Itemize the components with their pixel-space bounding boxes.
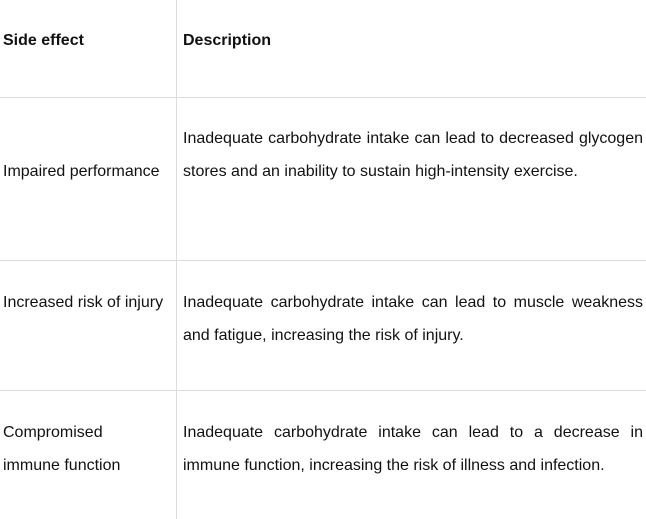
row-divider bbox=[0, 97, 646, 98]
row-divider bbox=[0, 260, 646, 261]
row-side-effect: Impaired performance bbox=[3, 163, 160, 180]
row-side-effect: Increased risk of injury bbox=[3, 294, 164, 311]
header-description: Description bbox=[183, 32, 272, 49]
row-side-effect: Compromised immune function bbox=[3, 424, 121, 474]
header-side-effect: Side effect bbox=[3, 32, 84, 49]
row-description: Inadequate carbohydrate intake can lead to muscle weakness and fatigue, increasing the risk of injury. bbox=[183, 294, 643, 344]
row-description: Inadequate carbohydrate intake can lead to decreased glycogen stores and an inability to sustain high-intensity exercise. bbox=[183, 130, 643, 180]
row-divider bbox=[0, 390, 646, 391]
row-description: Inadequate carbohydrate intake can lead to a decrease in immune function, increasing the risk of illness and infection. bbox=[183, 424, 643, 474]
